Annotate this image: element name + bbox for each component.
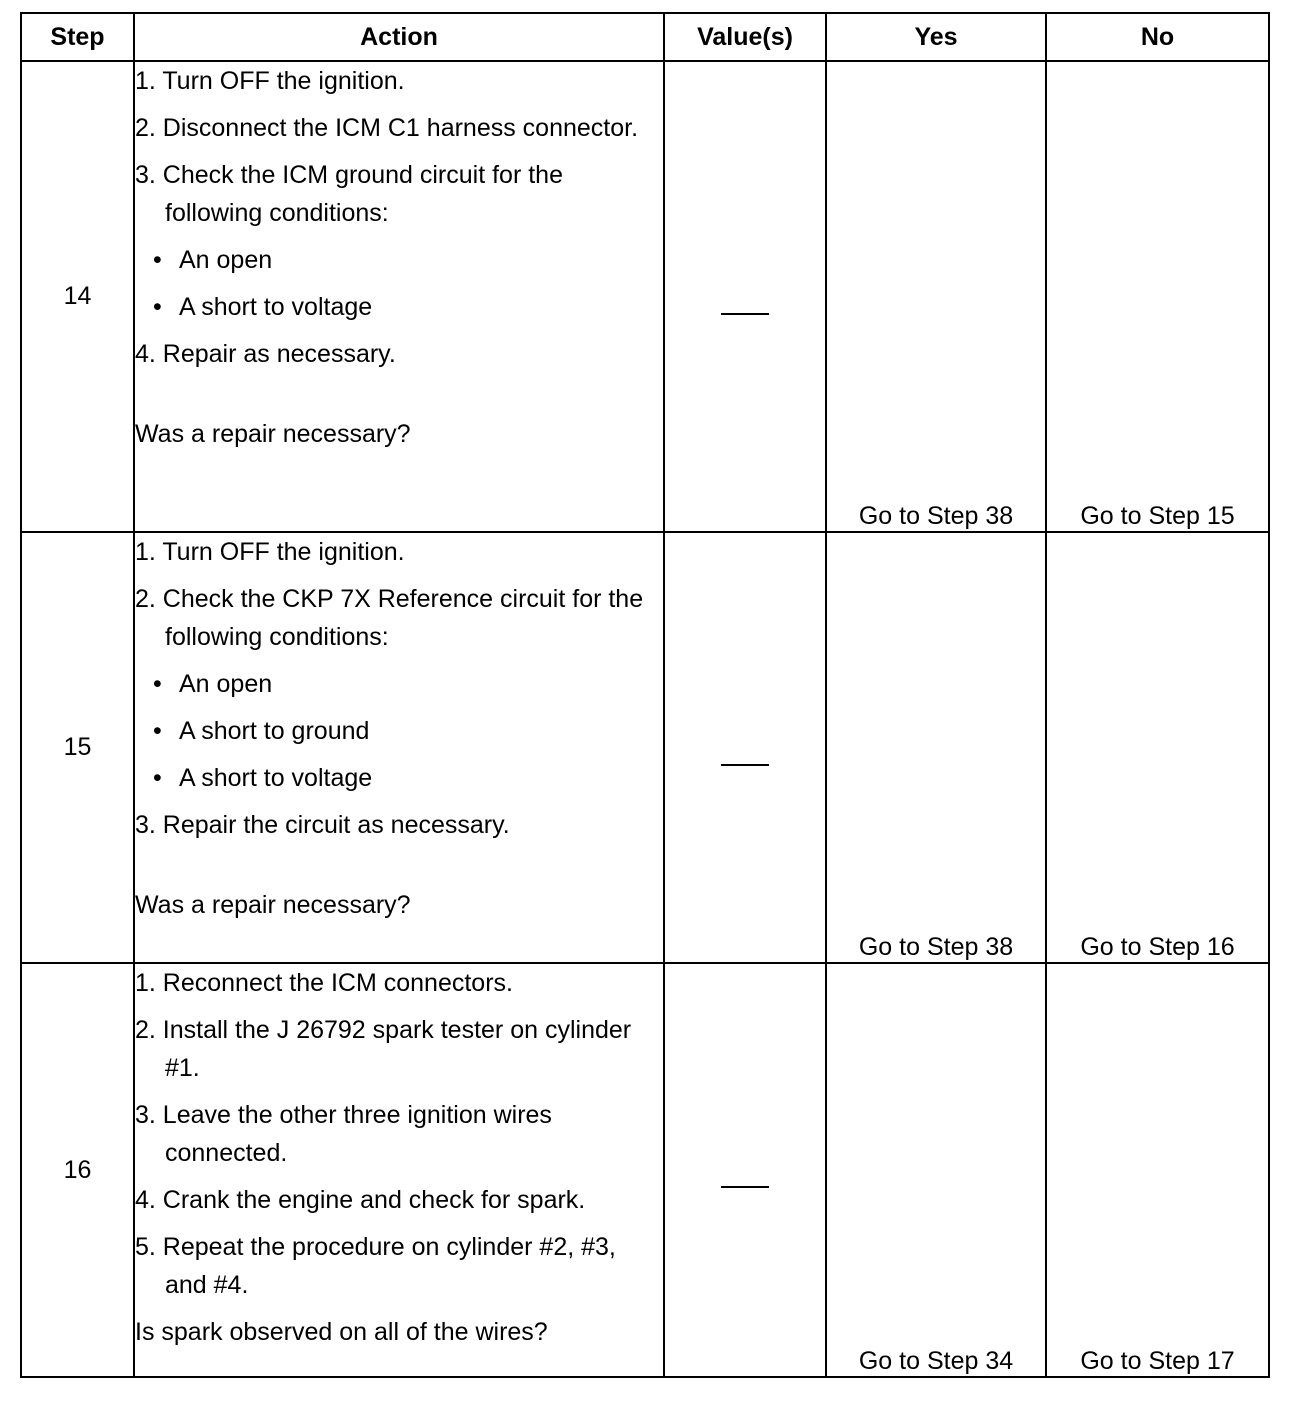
header-values: Value(s) [664, 13, 826, 61]
action-bullet [153, 241, 663, 279]
bullet-text: An open [179, 670, 273, 698]
action-bullet [153, 712, 663, 750]
no-result: Go to Step 17 [1046, 963, 1269, 1377]
yes-result: Go to Step 38 [826, 532, 1046, 963]
header-row [21, 13, 1269, 61]
step-number: 15 [21, 532, 134, 963]
table-row-step-14 [21, 61, 1269, 532]
action-item: 5. Repeat the procedure on cylinder #2, #3, and #4. [135, 1233, 616, 1299]
bullet-icon: • [153, 764, 162, 792]
value-dash [721, 313, 769, 315]
action-cell [134, 532, 664, 963]
header-yes: Yes [826, 13, 1046, 61]
action-item: 1. Turn OFF the ignition. [135, 538, 405, 566]
action-item: 4. Repair as necessary. [135, 340, 396, 368]
action-item: 1. Turn OFF the ignition. [135, 67, 405, 95]
action-item: 3. Repair the circuit as necessary. [135, 811, 510, 839]
bullet-icon: • [153, 717, 162, 745]
bullet-icon: • [153, 670, 162, 698]
step-number: 14 [21, 61, 134, 532]
bullet-icon: • [153, 246, 162, 274]
action-cell [134, 963, 664, 1377]
action-item: 2. Check the CKP 7X Reference circuit for the following conditions: [135, 585, 644, 651]
bullet-text: A short to voltage [179, 293, 373, 321]
yes-result: Go to Step 38 [826, 61, 1046, 532]
bullet-icon: • [153, 293, 162, 321]
header-action: Action [134, 13, 664, 61]
action-item: 3. Check the ICM ground circuit for the following conditions: [135, 161, 563, 227]
values-cell [664, 532, 826, 963]
action-question: Was a repair necessary? [135, 420, 411, 448]
bullet-text: A short to voltage [179, 764, 373, 792]
action-question: Is spark observed on all of the wires? [135, 1318, 548, 1346]
action-bullet [153, 665, 663, 703]
action-item: 3. Leave the other three ignition wires connected. [135, 1101, 552, 1167]
action-question: Was a repair necessary? [135, 891, 411, 919]
table-row-step-16 [21, 963, 1269, 1377]
table-row-step-15 [21, 532, 1269, 963]
no-result: Go to Step 15 [1046, 61, 1269, 532]
action-item: 2. Install the J 26792 spark tester on cylinder #1. [135, 1016, 632, 1082]
action-item: 1. Reconnect the ICM connectors. [135, 969, 513, 997]
bullet-text: An open [179, 246, 273, 274]
action-bullet [153, 759, 663, 797]
values-cell [664, 61, 826, 532]
step-number: 16 [21, 963, 134, 1377]
diagnostic-table [20, 12, 1270, 1378]
value-dash [721, 764, 769, 766]
yes-result: Go to Step 34 [826, 963, 1046, 1377]
bullet-text: A short to ground [179, 717, 370, 745]
header-no: No [1046, 13, 1269, 61]
action-item: 2. Disconnect the ICM C1 harness connector. [135, 114, 639, 142]
header-step: Step [21, 13, 134, 61]
value-dash [721, 1186, 769, 1188]
no-result: Go to Step 16 [1046, 532, 1269, 963]
action-bullet [153, 288, 663, 326]
action-cell [134, 61, 664, 532]
action-item: 4. Crank the engine and check for spark. [135, 1186, 586, 1214]
values-cell [664, 963, 826, 1377]
